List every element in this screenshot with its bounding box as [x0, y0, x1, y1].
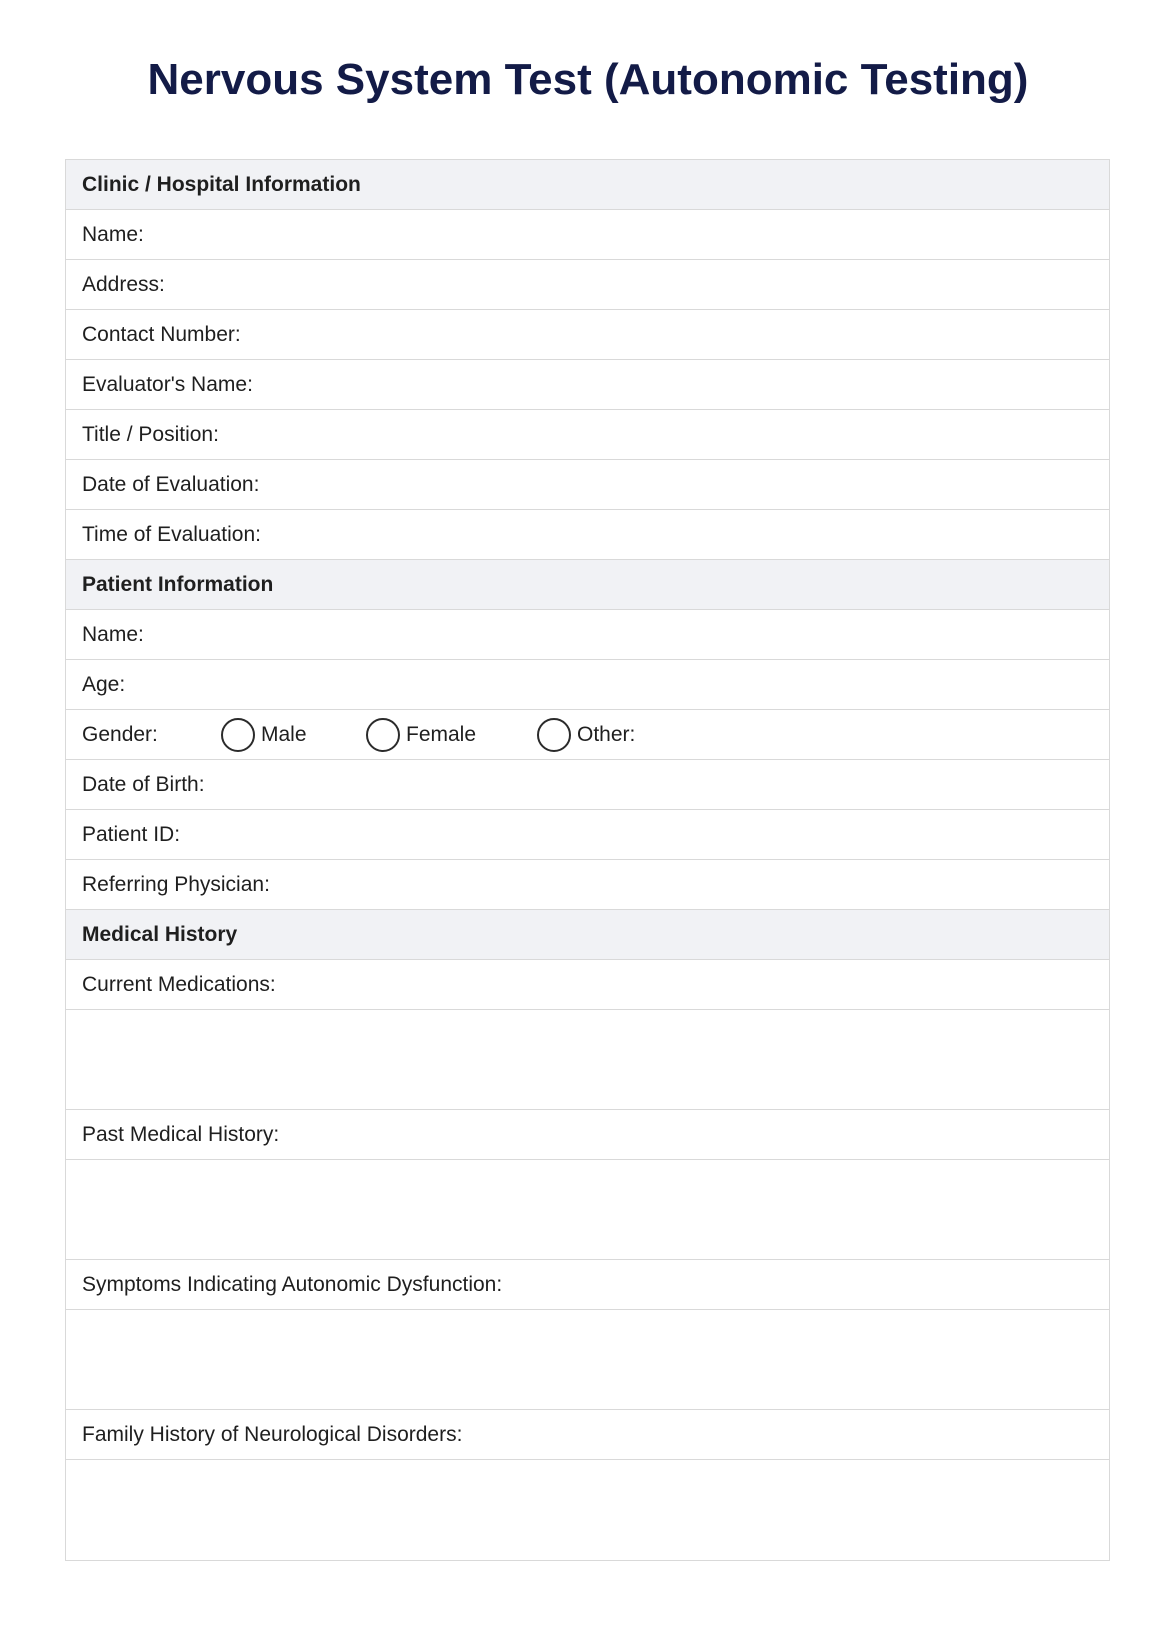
female-radio[interactable]	[366, 718, 400, 752]
other-label: Other:	[577, 722, 636, 746]
clinic-name-field[interactable]: Name:	[66, 210, 1109, 260]
referring-physician-field[interactable]: Referring Physician:	[66, 860, 1109, 910]
past-medical-history-area[interactable]	[66, 1160, 1109, 1260]
gender-label: Gender:	[82, 722, 158, 746]
section-header-patient: Patient Information	[66, 560, 1109, 610]
evaluator-name-field[interactable]: Evaluator's Name:	[66, 360, 1109, 410]
evaluation-form	[65, 159, 1110, 1561]
patient-gender-row	[66, 710, 1109, 760]
section-header-clinic: Clinic / Hospital Information	[66, 160, 1109, 210]
patient-age-field[interactable]: Age:	[66, 660, 1109, 710]
clinic-contact-field[interactable]: Contact Number:	[66, 310, 1109, 360]
family-history-label: Family History of Neurological Disorders:	[66, 1410, 1109, 1460]
page-title: Nervous System Test (Autonomic Testing)	[147, 55, 1029, 104]
other-radio[interactable]	[537, 718, 571, 752]
patient-id-field[interactable]: Patient ID:	[66, 810, 1109, 860]
patient-name-field[interactable]: Name:	[66, 610, 1109, 660]
current-medications-label: Current Medications:	[66, 960, 1109, 1010]
clinic-address-field[interactable]: Address:	[66, 260, 1109, 310]
male-radio[interactable]	[221, 718, 255, 752]
family-history-area[interactable]	[66, 1460, 1109, 1560]
male-label: Male	[261, 722, 307, 746]
section-header-medical-history: Medical History	[66, 910, 1109, 960]
current-medications-area[interactable]	[66, 1010, 1109, 1110]
past-medical-history-label: Past Medical History:	[66, 1110, 1109, 1160]
female-label: Female	[406, 722, 477, 746]
gender-option-other[interactable]	[537, 718, 635, 752]
symptoms-label: Symptoms Indicating Autonomic Dysfunction:	[66, 1260, 1109, 1310]
patient-dob-field[interactable]: Date of Birth:	[66, 760, 1109, 810]
evaluation-time-field[interactable]: Time of Evaluation:	[66, 510, 1109, 560]
symptoms-area[interactable]	[66, 1310, 1109, 1410]
gender-option-male[interactable]	[221, 718, 366, 752]
evaluation-date-field[interactable]: Date of Evaluation:	[66, 460, 1109, 510]
evaluator-title-field[interactable]: Title / Position:	[66, 410, 1109, 460]
gender-option-female[interactable]	[366, 718, 537, 752]
